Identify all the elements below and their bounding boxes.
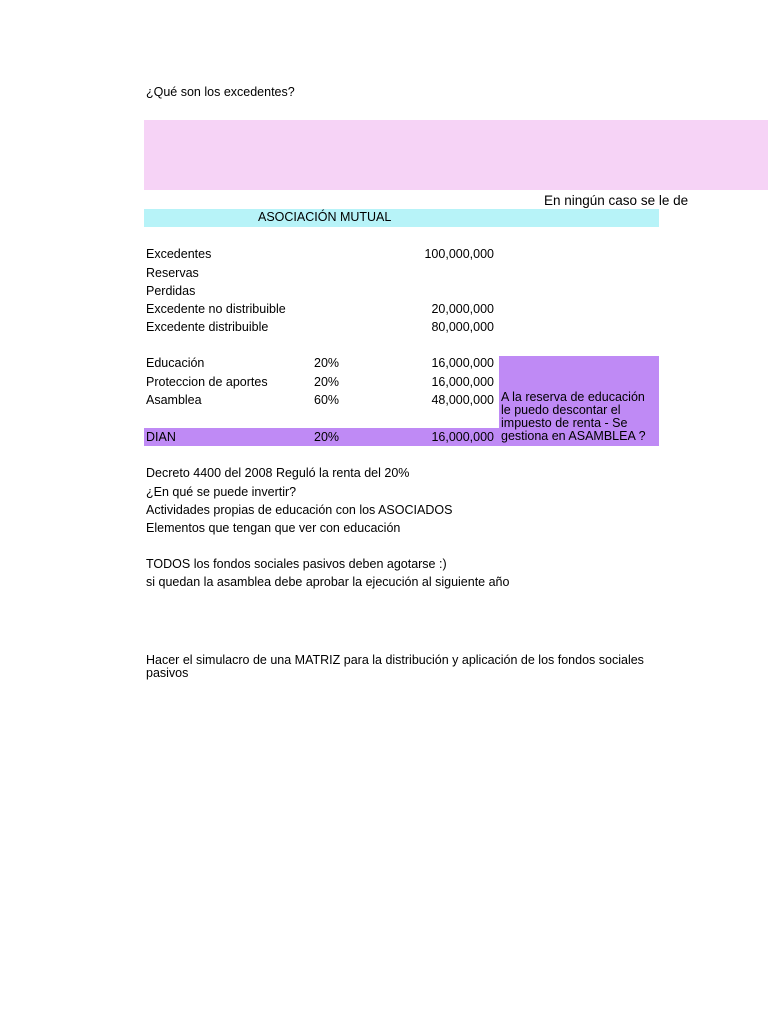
distribution-percent: 20% (314, 356, 340, 370)
pink-highlight-band (144, 120, 768, 190)
distribution-amount: 48,000,000 (431, 393, 494, 407)
text-line: Actividades propias de educación con los ASOCIADOS (146, 503, 453, 517)
item-label: Perdidas (146, 284, 196, 298)
footnote-instruction: Hacer el simulacro de una MATRIZ para la distribución y aplicación de los fondos sociales pasivos (146, 653, 644, 680)
association-title: ASOCIACIÓN MUTUAL (258, 210, 392, 224)
distribution-amount: 16,000,000 (431, 430, 494, 444)
right-note: En ningún caso se le de (544, 193, 689, 208)
distribution-label: DIAN (146, 430, 176, 444)
association-header-band (144, 209, 659, 227)
text-line: si quedan la asamblea debe aprobar la ejecución al siguiente año (146, 575, 510, 589)
education-note: A la reserva de educación le puedo descontar el impuesto de renta - Se gestiona en ASAMBLEA ? (501, 390, 646, 443)
distribution-label: Proteccion de aportes (146, 375, 268, 389)
text-line: ¿En qué se puede invertir? (146, 485, 297, 499)
distribution-percent: 20% (314, 430, 340, 444)
text-line: Elementos que tengan que ver con educación (146, 521, 401, 535)
item-label: Excedentes (146, 247, 212, 261)
item-label: Excedente no distribuible (146, 302, 286, 316)
question-excedentes: ¿Qué son los excedentes? (146, 85, 295, 99)
item-label: Reservas (146, 266, 199, 280)
item-amount: 100,000,000 (424, 247, 494, 261)
text-line: Decreto 4400 del 2008 Reguló la renta del 20% (146, 466, 410, 480)
item-amount: 80,000,000 (431, 320, 494, 334)
distribution-amount: 16,000,000 (431, 375, 494, 389)
distribution-label: Educación (146, 356, 205, 370)
item-label: Excedente distribuible (146, 320, 269, 334)
distribution-percent: 60% (314, 393, 340, 407)
text-line: TODOS los fondos sociales pasivos deben agotarse :) (146, 557, 447, 571)
distribution-amount: 16,000,000 (431, 356, 494, 370)
distribution-percent: 20% (314, 375, 340, 389)
item-amount: 20,000,000 (431, 302, 494, 316)
distribution-label: Asamblea (146, 393, 202, 407)
